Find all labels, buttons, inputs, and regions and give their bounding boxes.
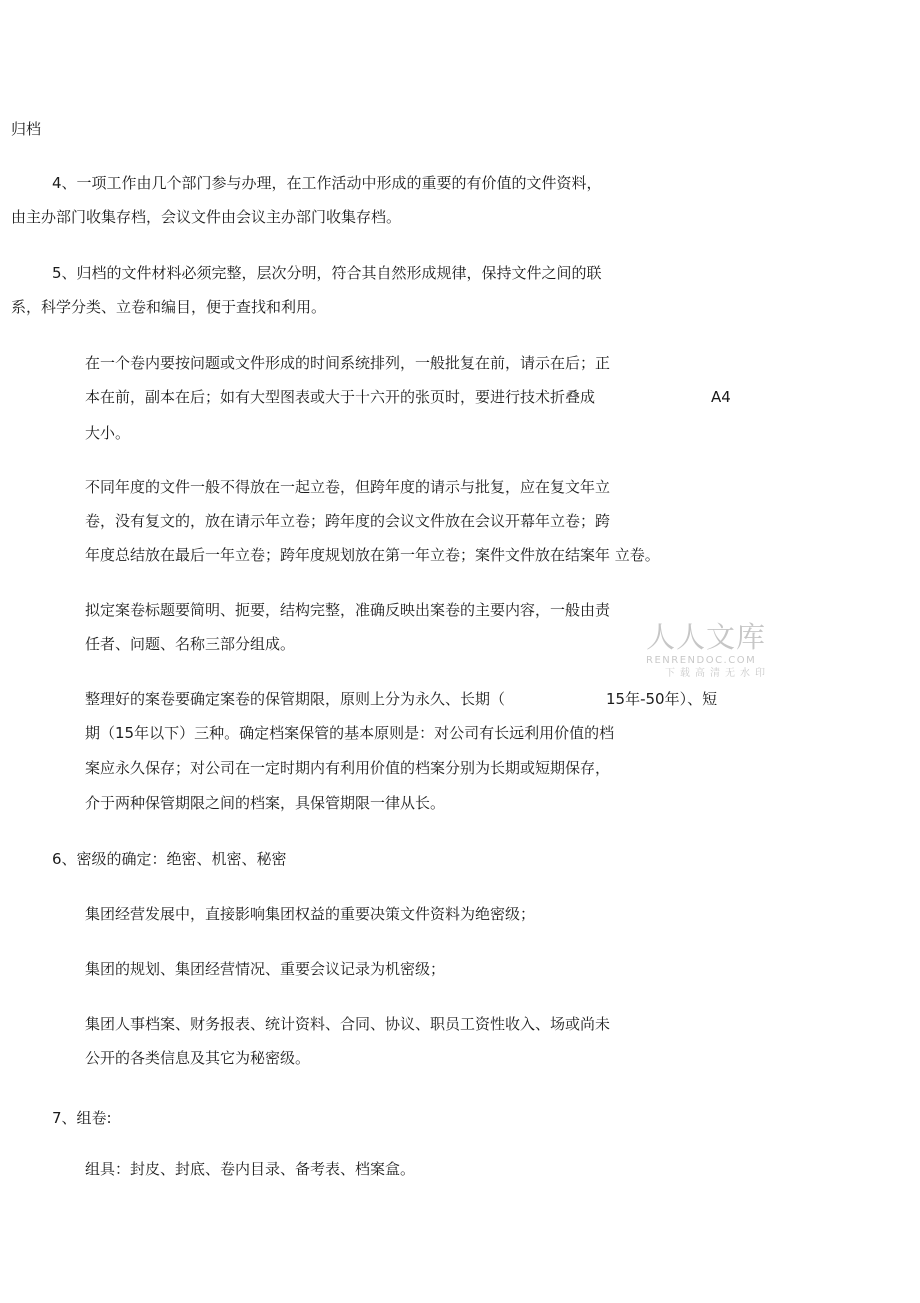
text-line: 系，科学分类、立卷和编目，便于查找和利用。 [11, 298, 327, 316]
text-line: 期（15年以下）三种。确定档案保管的基本原则是：对公司有长远利用价值的档 [85, 724, 615, 742]
text-line: 7、组卷: [52, 1109, 112, 1127]
text-line: 介于两种保管期限之间的档案，具保管期限一律从长。 [85, 794, 446, 812]
text-line: 6、密级的确定：绝密、机密、秘密 [52, 850, 287, 868]
text-line: 任者、问题、名称三部分组成。 [85, 635, 296, 653]
text-line: 归档 [11, 120, 42, 138]
text-line: 组具：封皮、封底、卷内目录、备考表、档案盒。 [85, 1160, 416, 1178]
watermark-title: 人人文库 [646, 620, 767, 654]
text-fragment: 15年-50年）、短 [606, 690, 718, 708]
text-line: 卷，没有复文的，放在请示年立卷；跨年度的会议文件放在会议开幕年立卷；跨 [85, 512, 611, 530]
text-line: 公开的各类信息及其它为秘密级。 [85, 1049, 311, 1067]
text-line: 集团的规划、集团经营情况、重要会议记录为机密级； [85, 960, 446, 978]
text-fragment: A4 [711, 388, 731, 406]
text-line: 集团人事档案、财务报表、统计资料、合同、协议、职员工资性收入、场或尚未 [85, 1015, 611, 1033]
text-line: 整理好的案卷要确定案卷的保管期限，原则上分为永久、长期（ [85, 690, 506, 708]
text-line: 不同年度的文件一般不得放在一起立卷，但跨年度的请示与批复，应在复文年立 [85, 478, 611, 496]
text-line: 在一个卷内要按问题或文件形成的时间系统排列，一般批复在前，请示在后；正 [85, 354, 611, 372]
text-line: 由主办部门收集存档，会议文件由会议主办部门收集存档。 [11, 208, 402, 226]
text-line: 大小。 [85, 424, 131, 442]
text-line: 拟定案卷标题要简明、扼要，结构完整，准确反映出案卷的主要内容，一般由责 [85, 601, 611, 619]
text-line: 集团经营发展中，直接影响集团权益的重要决策文件资料为绝密级； [85, 905, 536, 923]
watermark-tagline: 下载高清无水印 [665, 668, 770, 679]
text-line: 5、归档的文件材料必须完整，层次分明，符合其自然形成规律，保持文件之间的联 [52, 264, 602, 282]
watermark [646, 620, 770, 680]
text-line: 本在前，副本在后；如有大型图表或大于十六开的张页时，要进行技术折叠成 [85, 388, 596, 406]
text-line: 4、一项工作由几个部门参与办理，在工作活动中形成的重要的有价值的文件资料， [52, 174, 602, 192]
watermark-site: RENRENDOC.COM [646, 655, 757, 666]
text-line: 年度总结放在最后一年立卷；跨年度规划放在第一年立卷；案件文件放在结案年 立卷。 [85, 546, 660, 564]
text-line: 案应永久保存；对公司在一定时期内有利用价值的档案分别为长期或短期保存， [85, 759, 611, 777]
